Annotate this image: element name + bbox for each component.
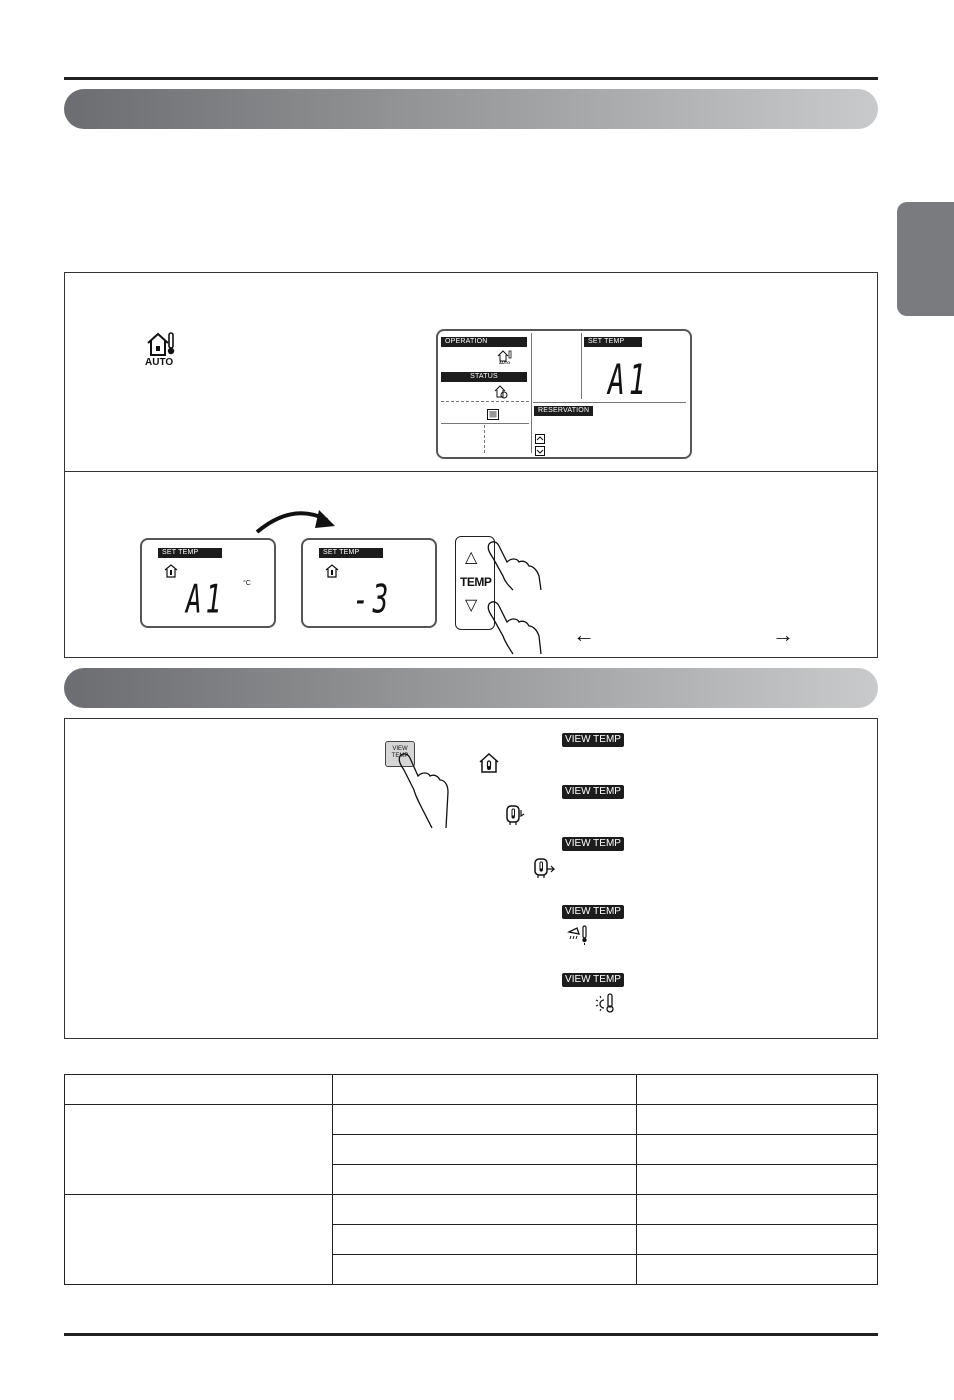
lcd-divider-1 [441, 401, 529, 402]
left-arrow-icon: ← [573, 622, 595, 647]
view-temp-tag-3: VIEW TEMP [562, 837, 624, 851]
house-thermometer-icon [325, 564, 339, 583]
lcd-after [301, 538, 437, 628]
auto-label: AUTO [145, 357, 174, 368]
operation-tag: OPERATION [441, 337, 527, 347]
lcd-divider-4 [531, 333, 532, 453]
pressing-hand-icon [392, 748, 452, 830]
section-header-band-2 [64, 668, 878, 708]
sun-thermometer-icon [594, 992, 618, 1019]
bottom-rule [64, 1333, 878, 1336]
table-row [65, 1105, 878, 1135]
pressing-hand-icon [485, 600, 545, 656]
set-temp-tag: SET TEMP [319, 548, 383, 558]
celsius-unit: °C [243, 580, 251, 587]
set-temp-tag: SET TEMP [158, 548, 222, 558]
transition-arrow-icon [253, 502, 343, 542]
view-temp-tag-1: VIEW TEMP [562, 733, 624, 747]
right-arrow-icon: → [772, 622, 794, 647]
reservation-tag: RESERVATION [534, 406, 593, 416]
house-thermometer-icon [479, 753, 499, 778]
lcd-divider-6 [533, 402, 686, 403]
temp-value-before: A1 [186, 578, 226, 623]
table-row [65, 1195, 878, 1225]
pressing-hand-icon [485, 540, 545, 592]
set-temp-value: A1 [608, 355, 650, 405]
temp-value-after: -3 [353, 578, 393, 623]
house-thermometer-icon [164, 564, 178, 583]
top-rule [64, 77, 878, 80]
shower-thermometer-icon [567, 924, 591, 951]
lcd-divider-5 [581, 333, 582, 399]
view-temp-box [64, 718, 878, 1039]
section-header-band-1 [64, 89, 878, 129]
lcd-panel [436, 329, 692, 459]
view-temp-button[interactable]: VIEW TEMP [385, 741, 415, 767]
lcd-before [140, 538, 276, 628]
lcd-divider-2 [441, 423, 529, 424]
side-tab [897, 202, 954, 316]
temp-down-button[interactable]: ▽ [465, 597, 478, 614]
table-row [65, 1075, 878, 1105]
set-temp-tag: SET TEMP [584, 337, 642, 347]
view-temp-tag-2: VIEW TEMP [562, 785, 624, 799]
temp-label: TEMP [460, 575, 492, 589]
auto-mode-box [64, 272, 878, 474]
water-out-icon [533, 857, 557, 884]
spec-table [64, 1074, 878, 1285]
adjust-temp-box [64, 471, 878, 658]
temp-up-button[interactable]: △ [465, 549, 478, 566]
view-temp-tag-4: VIEW TEMP [562, 905, 624, 919]
view-temp-tag-5: VIEW TEMP [562, 973, 624, 987]
house-thermometer-icon [145, 331, 177, 369]
status-tag: STATUS [441, 372, 527, 382]
auto-mode-icon: AUTO [497, 349, 513, 367]
down-small-icon [535, 443, 545, 461]
water-in-icon [505, 804, 527, 831]
lcd-divider-3 [484, 425, 485, 453]
